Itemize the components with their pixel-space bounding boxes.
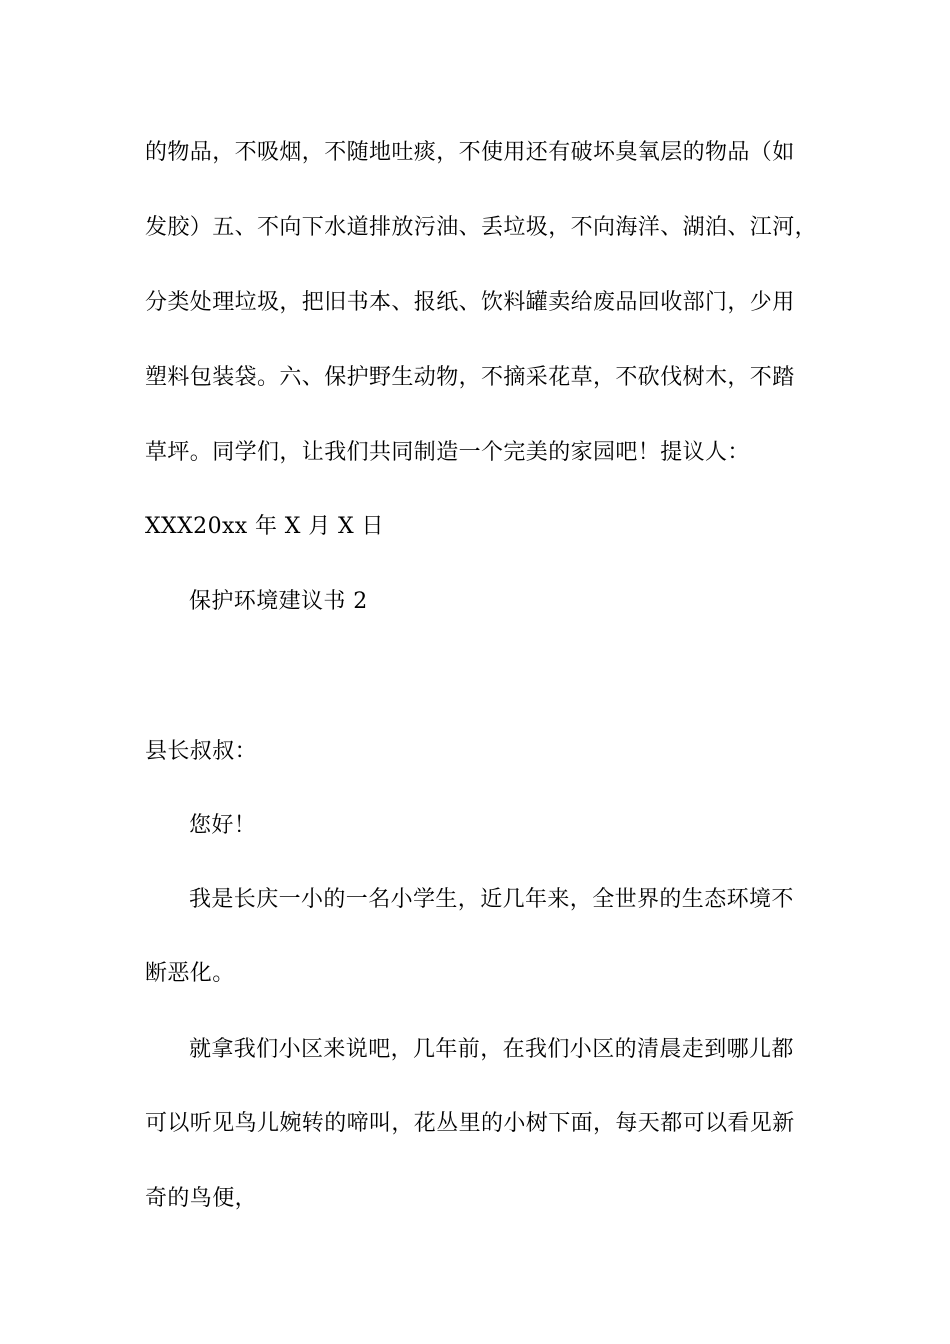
section-title: 保护环境建议书 2: [189, 589, 368, 614]
salutation: 县长叔叔：: [145, 739, 258, 764]
paragraph-line: 奇的鸟便，: [145, 1186, 258, 1211]
date-line: XXX20xx 年 X 月 X 日: [145, 514, 384, 539]
paragraph-line: 分类处理垃圾，把旧书本、报纸、饮料罐卖给废品回收部门，少用: [145, 290, 795, 315]
paragraph-line: 发胶）五、不向下水道排放污油、丢垃圾，不向海洋、湖泊、江河，: [145, 215, 818, 240]
paragraph-line: 塑料包装袋。六、保护野生动物，不摘采花草，不砍伐树木，不踏: [145, 365, 795, 390]
paragraph-line: 可以听见鸟儿婉转的啼叫，花丛里的小树下面，每天都可以看见新: [145, 1111, 795, 1136]
paragraph-line: 的物品，不吸烟，不随地吐痰，不使用还有破坏臭氧层的物品（如: [145, 140, 795, 165]
greeting: 您好！: [189, 813, 257, 838]
paragraph-line: 就拿我们小区来说吧，几年前，在我们小区的清晨走到哪儿都: [189, 1037, 794, 1062]
paragraph-line: 我是长庆一小的一名小学生，近几年来，全世界的生态环境不: [189, 887, 794, 912]
paragraph-line: 草坪。同学们，让我们共同制造一个完美的家园吧！提议人：: [145, 440, 750, 465]
paragraph-line: 断恶化。: [145, 961, 235, 986]
